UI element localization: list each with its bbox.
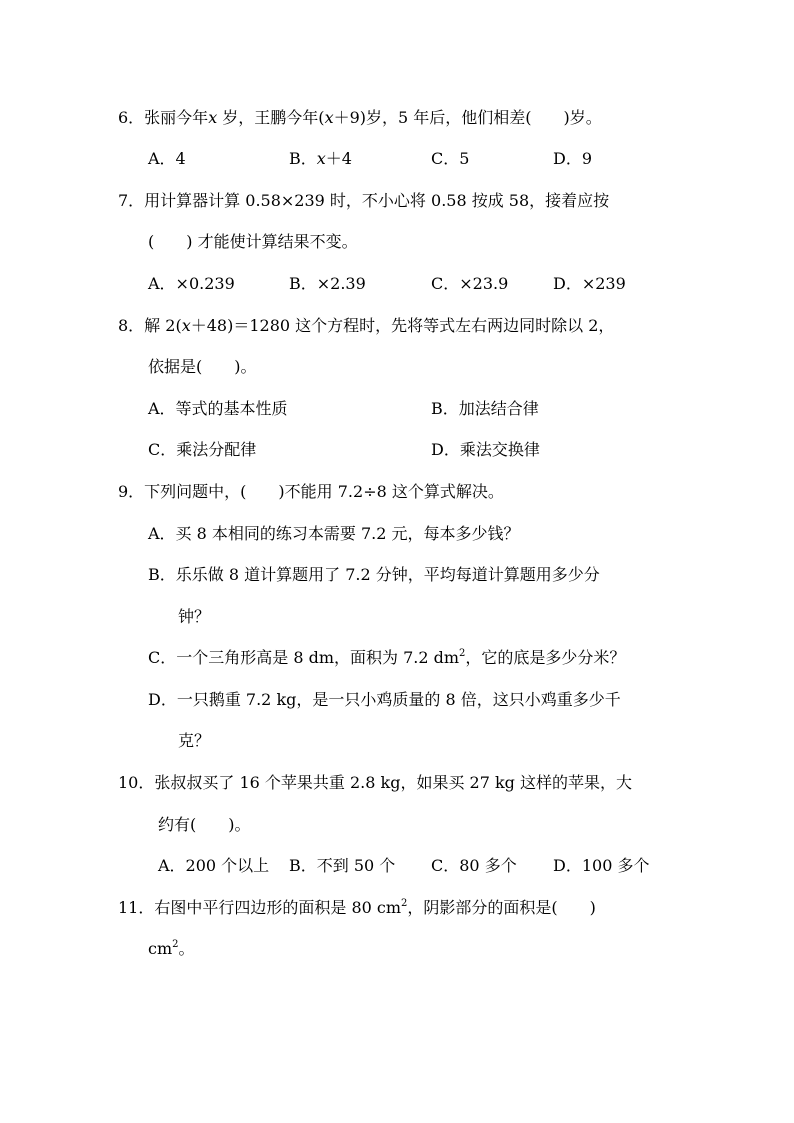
q7-option-a[interactable]	[148, 272, 235, 296]
q9-option-b-line1[interactable]	[148, 563, 600, 587]
q9-text	[118, 480, 504, 504]
text-segment: ，它的底是多少分米？	[465, 648, 626, 667]
q7-option-b[interactable]	[289, 272, 366, 296]
text-segment: D．×239	[553, 274, 626, 293]
text-segment: A．等式的基本性质	[148, 399, 288, 418]
q7-option-c[interactable]	[431, 272, 508, 296]
q9-option-b-line2[interactable]	[178, 605, 210, 629]
text-segment: B．乐乐做 8 道计算题用了 7.2 分钟，平均每道计算题用多少分	[148, 565, 600, 584]
q10-text-line2	[158, 813, 251, 837]
text-segment: D．100 多个	[553, 856, 650, 875]
q6-option-b[interactable]	[289, 147, 352, 171]
q8-option-b[interactable]	[431, 397, 539, 421]
text-segment: A．200 个以上	[158, 856, 270, 875]
math-variable: x	[316, 149, 326, 168]
text-segment: A．4	[148, 149, 186, 168]
q6-option-a[interactable]	[148, 147, 186, 171]
q7-text-line1	[118, 189, 609, 213]
q10-option-a[interactable]	[158, 854, 269, 878]
text-segment: A．买 8 本相同的练习本需要 7.2 元，每本多少钱？	[148, 524, 520, 543]
text-segment: B．	[289, 149, 317, 168]
text-segment: 约有( )。	[158, 815, 251, 834]
text-segment: A．×0.239	[148, 274, 235, 293]
text-segment: ＋48)＝1280 这个方程时，先将等式左右两边同时除以 2，	[190, 316, 615, 335]
q8-text-line2	[148, 355, 257, 379]
q9-option-a[interactable]	[148, 522, 520, 546]
q10-text-line1	[118, 771, 632, 795]
text-segment: C．一个三角形高是 8 dm，面积为 7.2 dm	[148, 648, 460, 667]
text-segment: 8．解 2(	[118, 316, 182, 335]
q11-text-line1	[118, 896, 596, 920]
text-segment: C．乘法分配律	[148, 440, 257, 459]
text-segment: ，阴影部分的面积是( )	[407, 898, 596, 917]
text-segment: 10．张叔叔买了 16 个苹果共重 2.8 kg，如果买 27 kg 这样的苹果，大	[118, 773, 633, 792]
text-segment: ＋4	[325, 149, 352, 168]
q8-option-a[interactable]	[148, 397, 288, 421]
text-segment: 岁，王鹏今年(	[217, 108, 325, 127]
text-segment: 9．下列问题中，( )不能用 7.2÷8 这个算式解决。	[118, 482, 504, 501]
q10-option-b[interactable]	[289, 854, 395, 878]
q9-option-d-line1[interactable]	[148, 688, 621, 712]
text-segment: C．×23.9	[431, 274, 509, 293]
q7-option-d[interactable]	[553, 272, 626, 296]
text-segment: ＋9)岁，5 年后，他们相差( )岁。	[333, 108, 602, 127]
q10-option-d[interactable]	[553, 854, 649, 878]
math-variable: x	[208, 108, 218, 127]
q9-option-d-line2[interactable]	[178, 729, 210, 753]
text-segment: B．不到 50 个	[289, 856, 396, 875]
text-segment: D．9	[553, 149, 593, 168]
text-segment: 。	[178, 939, 195, 958]
text-segment: 钟？	[178, 607, 211, 626]
text-segment: D．乘法交换律	[431, 440, 540, 459]
q8-option-d[interactable]	[431, 438, 540, 462]
superscript: 2	[401, 898, 408, 909]
text-segment: 依据是( )。	[148, 357, 257, 376]
q9-option-c[interactable]	[148, 646, 625, 670]
q7-text-line2	[148, 230, 358, 254]
text-segment: D．一只鹅重 7.2 kg，是一只小鸡质量的 8 倍，这只小鸡重多少千	[148, 690, 621, 709]
superscript: 2	[459, 648, 466, 659]
q10-option-c[interactable]	[431, 854, 517, 878]
superscript: 2	[172, 939, 179, 950]
text-segment: 6．张丽今年	[118, 108, 209, 127]
text-segment: cm	[148, 939, 173, 958]
text-segment: C．80 多个	[431, 856, 517, 875]
text-segment: B．×2.39	[289, 274, 366, 293]
text-segment: 7．用计算器计算 0.58×239 时，不小心将 0.58 按成 58，接着应按	[118, 191, 610, 210]
math-variable: x	[324, 108, 334, 127]
text-segment: ( ) 才能使计算结果不变。	[148, 232, 358, 251]
text-segment: C．5	[431, 149, 470, 168]
q11-text-line2	[148, 937, 195, 961]
q8-option-c[interactable]	[148, 438, 256, 462]
math-variable: x	[181, 316, 191, 335]
q8-text-line1	[118, 314, 614, 338]
text-segment: B．加法结合律	[431, 399, 539, 418]
q6-text	[118, 106, 602, 130]
q6-option-d[interactable]	[553, 147, 592, 171]
q6-option-c[interactable]	[431, 147, 469, 171]
text-segment: 11．右图中平行四边形的面积是 80 cm	[118, 898, 402, 917]
text-segment: 克？	[178, 731, 211, 750]
